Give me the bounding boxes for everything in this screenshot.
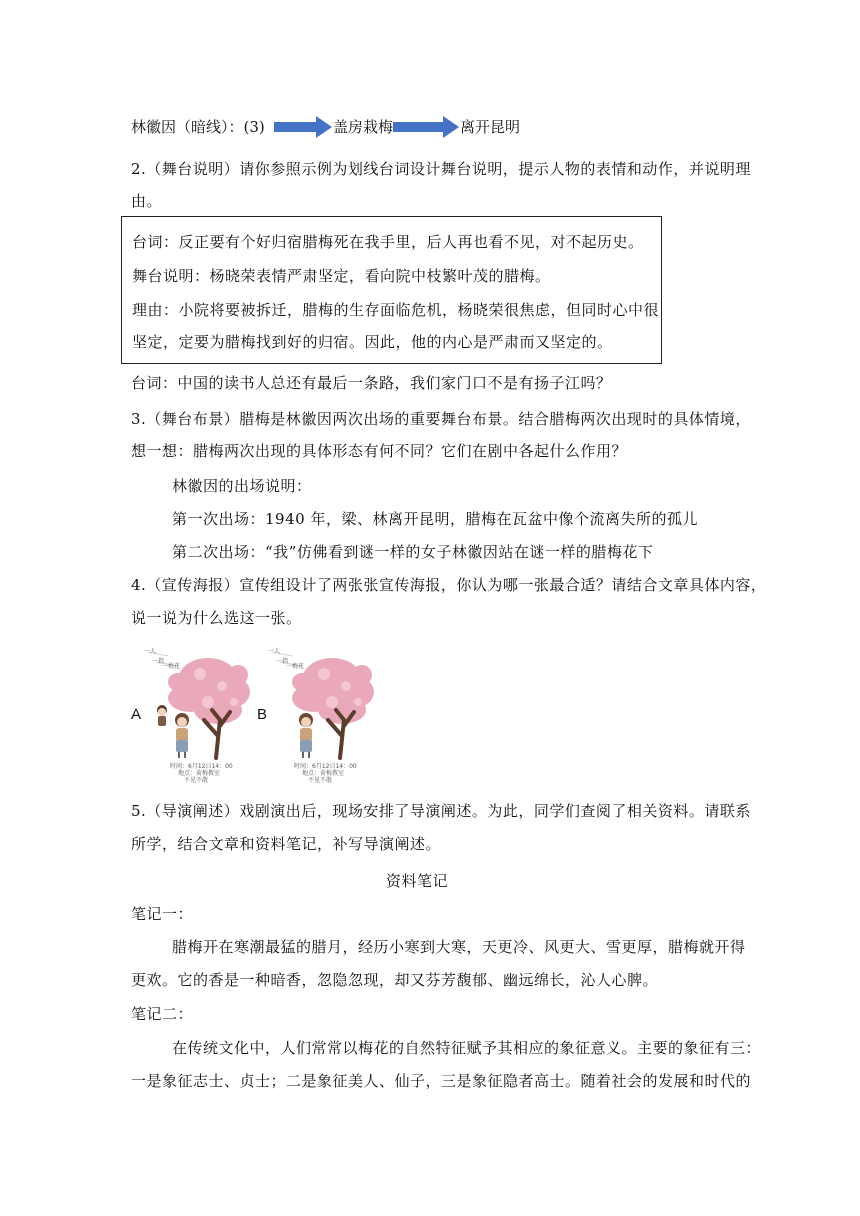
note1-paragraph-line1: 腊梅开在寒潮最猛的腊月，经历小寒到大寒，天更冷、风更大、雪更厚，腊梅就开得	[172, 938, 746, 956]
q3-line2: 想一想：腊梅两次出现的具体形态有何不同？它们在剧中各起什么作用？	[131, 442, 628, 460]
q4-line2: 说一说为什么选这一张。	[131, 609, 302, 627]
note1-paragraph-line2: 更欢。它的香是一种暗香，忽隐忽现，却又芬芳馥郁、幽远绵长，沁人心脾。	[131, 971, 659, 989]
poster-b	[262, 640, 382, 784]
example-line4: 坚定，定要为腊梅找到好的归宿。因此，他的内心是严肃而又坚定的。	[132, 333, 613, 351]
note1-label: 笔记一：	[131, 905, 194, 923]
poster-b-text-1: 一人	[268, 648, 281, 655]
step-build-house: 盖房栽梅	[333, 118, 394, 136]
note2-paragraph-line1: 在传统文化中，人们常常以梅花的自然特征赋予其相应的象征意义。主要的象征有三：	[172, 1039, 762, 1057]
poster-a-info-2: 地点：荷梅教室	[178, 770, 221, 777]
note2-paragraph-line2: 一是象征志士、贞士；二是象征美人、仙子，三是象征隐者高士。随着社会的发展和时代的	[131, 1072, 752, 1090]
poster-b-label: B	[257, 706, 268, 723]
q3-line1: 3.（舞台布景）腊梅是林徽因两次出场的重要舞台布景。结合腊梅两次出现时的具体情境，	[131, 410, 751, 428]
poster-b-text-2: 一指	[276, 658, 289, 665]
note2-label: 笔记二：	[131, 1005, 194, 1023]
lin-huiyin-prefix: 林徽因（暗线）：(3)	[131, 118, 265, 136]
poster-b-info-2: 地点：荷梅教室	[302, 770, 345, 777]
example-line1: 台词：反正要有个好归宿腊梅死在我手里，后人再也看不见，对不起历史。	[132, 233, 644, 251]
poster-a-info-3: 不见不散	[184, 777, 209, 784]
lin-huiyin-line	[131, 116, 265, 137]
poster-a-text-3: 一梅花	[162, 663, 181, 670]
example-box	[121, 216, 662, 364]
poster-a-text-1: 一人	[144, 648, 157, 655]
q3-first-appearance: 第一次出场：1940 年，梁、林离开昆明，腊梅在瓦盆中像个流离失所的孤儿	[172, 510, 698, 528]
poster-b-info-3: 不见不散	[308, 777, 333, 784]
poster-b-info-1: 时间：6月12日14：00	[294, 763, 357, 770]
example-line3: 理由：小院将要被拆迁，腊梅的生存面临危机，杨晓荣很焦虑，但同时心中很	[132, 301, 660, 319]
notes-title: 资料笔记	[386, 872, 449, 890]
right-arrow-icon	[393, 116, 459, 138]
poster-a	[138, 640, 258, 784]
q5-line1: 5.（导演阐述）戏剧演出后，现场安排了导演阐述。为此，同学们查阅了相关资料。请联系	[131, 802, 751, 820]
q2-line2: 由。	[131, 192, 163, 210]
q3-second-appearance: 第二次出场：“我”仿佛看到谜一样的女子林徽因站在谜一样的腊梅花下	[172, 543, 654, 561]
q2-line1: 2.（舞台说明）请你参照示例为划线台词设计舞台说明，提示人物的表情和动作，并说明理	[131, 160, 751, 178]
q3-subtitle: 林徽因的出场说明：	[172, 477, 312, 495]
q2-dialogue-line: 台词：中国的读书人总还有最后一条路，我们家门口不是有扬子江吗？	[131, 374, 612, 392]
poster-a-info-1: 时间：6月12日14：00	[170, 763, 233, 770]
step-leave-kunming: 离开昆明	[460, 118, 521, 136]
poster-b-text-3: 一梅花	[286, 663, 305, 670]
poster-a-label: A	[131, 706, 142, 723]
q4-line1: 4.（宣传海报）宣传组设计了两张张宣传海报，你认为哪一张最合适？请结合文章具体内容，	[131, 576, 767, 594]
example-line2: 舞台说明：杨晓荣表情严肃坚定，看向院中枝繁叶茂的腊梅。	[132, 267, 551, 285]
right-arrow-icon	[274, 116, 332, 138]
poster-a-text-2: 一指	[152, 658, 165, 665]
q5-line2: 所学，结合文章和资料笔记，补写导演阐述。	[131, 835, 442, 853]
